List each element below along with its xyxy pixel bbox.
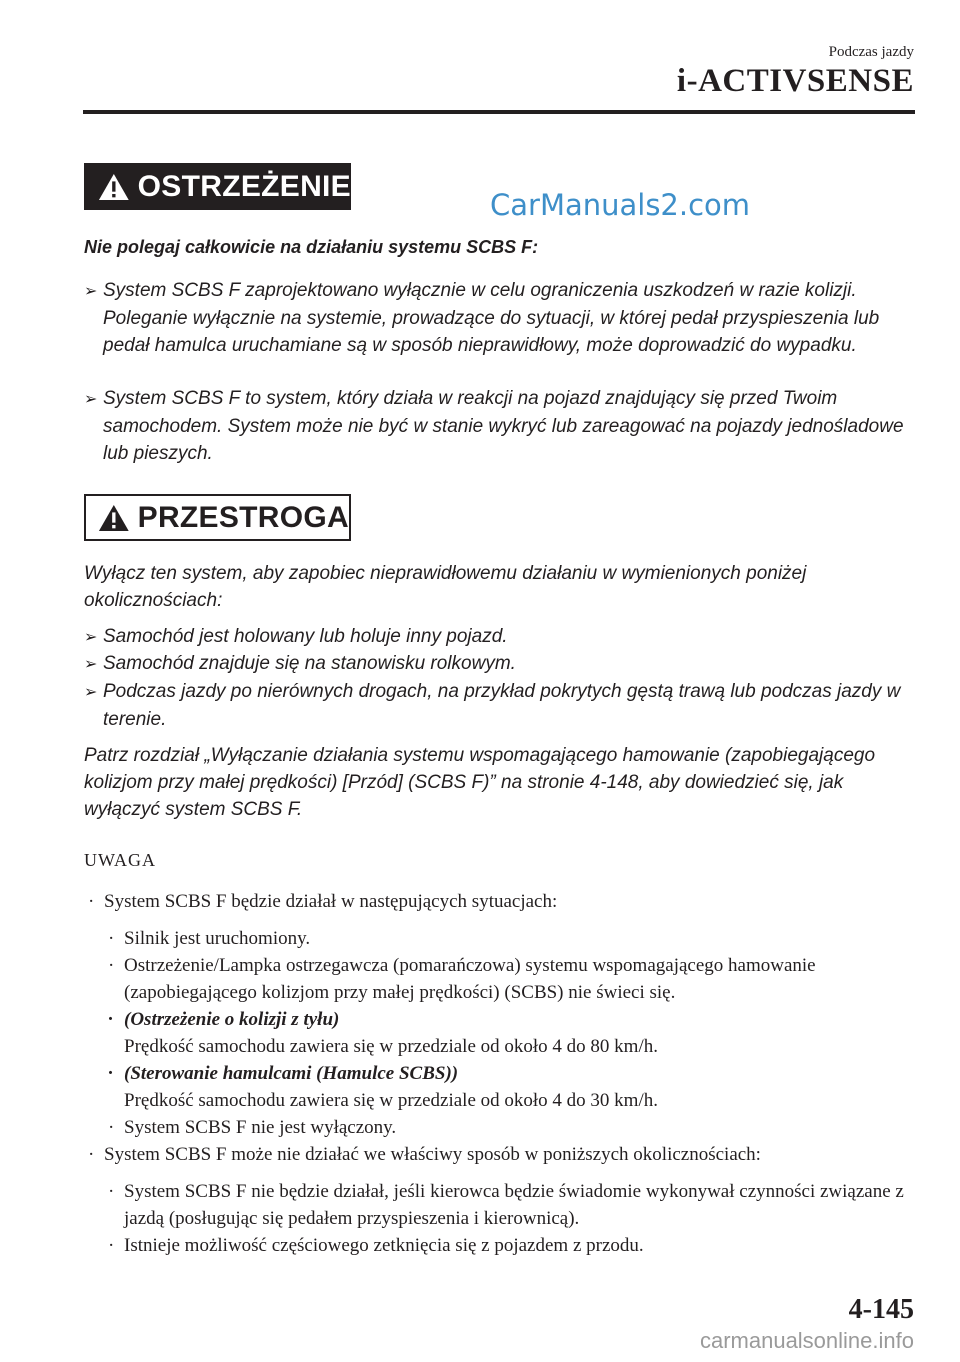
arrow-bullet-icon: ➢ — [84, 656, 98, 673]
list-item: ➢ Samochód znajduje się na stanowisku rolkowym. — [84, 650, 923, 678]
warning-triangle-icon — [98, 172, 130, 202]
note-subitem: · Istnieje możliwość częściowego zetknięcia się z pojazdem z przodu. — [108, 1235, 644, 1256]
footer-watermark: carmanualsonline.info — [699, 1328, 914, 1353]
warning-title: OSTRZEŻENIE — [137, 169, 351, 203]
caution-lead: Wyłącz ten system, aby zapobiec nieprawidłowemu działaniu w wymienionych poniżej okolicznościach: — [84, 563, 807, 611]
section-title: Podczas jazdy — [828, 44, 914, 60]
warning-heading — [84, 163, 351, 210]
arrow-bullet-icon: ➢ — [84, 283, 98, 300]
caution-heading — [84, 494, 351, 541]
page-number: 4-145 — [848, 1294, 914, 1325]
note-subitem: · (Sterowanie hamulcami (Hamulce SCBS)) — [108, 1063, 459, 1084]
note-subitem-detail: Prędkość samochodu zawiera się w przedziale od około 4 do 80 km/h. — [124, 1036, 658, 1057]
list-item: ➢ Podczas jazdy po nierównych drogach, na przykład pokrytych gęstą trawą lub podczas jazdy w terenie. — [84, 681, 901, 730]
caution-reference: Patrz rozdział „Wyłączanie działania systemu wspomagającego hamowanie (zapobiegającego kolizjom przy małej prędkości) [Przód] (SCBS F)” na stronie 4-148, aby dowiedzieć się, jak wyłączyć system SCBS F. — [84, 745, 876, 820]
chapter-title: i-ACTIVSENSE — [676, 63, 914, 99]
list-item: ➢ Samochód jest holowany lub holuje inny pojazd. — [84, 623, 923, 651]
caution-title: PRZESTROGA — [137, 500, 349, 534]
watermark: CarManuals2.com — [490, 188, 751, 222]
note-subitem-detail: Prędkość samochodu zawiera się w przedziale od około 4 do 30 km/h. — [124, 1090, 658, 1111]
note-title: UWAGA — [84, 850, 156, 870]
list-item: ➢ System SCBS F zaprojektowano wyłącznie w celu ograniczenia uszkodzeń w razie kolizji. Poleganie wyłącznie na systemie, prowadzące do sytuacji, w której pedał przyspieszenia lub pedał hamulca uruchamiane są w sposób nieprawidłowy, może doprowadzić do wypadku. — [84, 280, 880, 356]
arrow-bullet-icon: ➢ — [84, 684, 98, 701]
note-subitem: · System SCBS F nie jest wyłączony. — [108, 1117, 397, 1138]
note-subitem: · (Ostrzeżenie o kolizji z tyłu) — [108, 1009, 340, 1030]
header-rule — [83, 110, 915, 114]
warning-triangle-icon — [98, 503, 130, 533]
note-subitem: · System SCBS F nie będzie działał, jeśli kierowca będzie świadomie wykonywał czynności związane z jazdą (posługując się pedałem przyspieszenia i kierownicą). — [108, 1181, 904, 1229]
arrow-bullet-icon: ➢ — [84, 629, 98, 646]
warning-lead: Nie polegaj całkowicie na działaniu systemu SCBS F: — [84, 237, 539, 257]
note-item: · System SCBS F będzie działał w następujących sytuacjach: — [88, 891, 558, 912]
note-subitem: · Ostrzeżenie/Lampka ostrzegawcza (pomarańczowa) systemu wspomagającego hamowanie (zapobiegającego kolizjom przy małej prędkości) (SCBS) nie świeci się. — [108, 955, 816, 1003]
arrow-bullet-icon: ➢ — [84, 391, 98, 408]
note-item: · System SCBS F może nie działać we właściwy sposób w poniższych okolicznościach: — [88, 1144, 761, 1165]
note-subitem: · Silnik jest uruchomiony. — [108, 928, 311, 949]
list-item: ➢ System SCBS F to system, który działa w reakcji na pojazd znajdujący się przed Twoim samochodem. System może nie być w stanie wykryć lub zareagować na pojazdy jednośladowe lub pieszych. — [84, 388, 904, 464]
